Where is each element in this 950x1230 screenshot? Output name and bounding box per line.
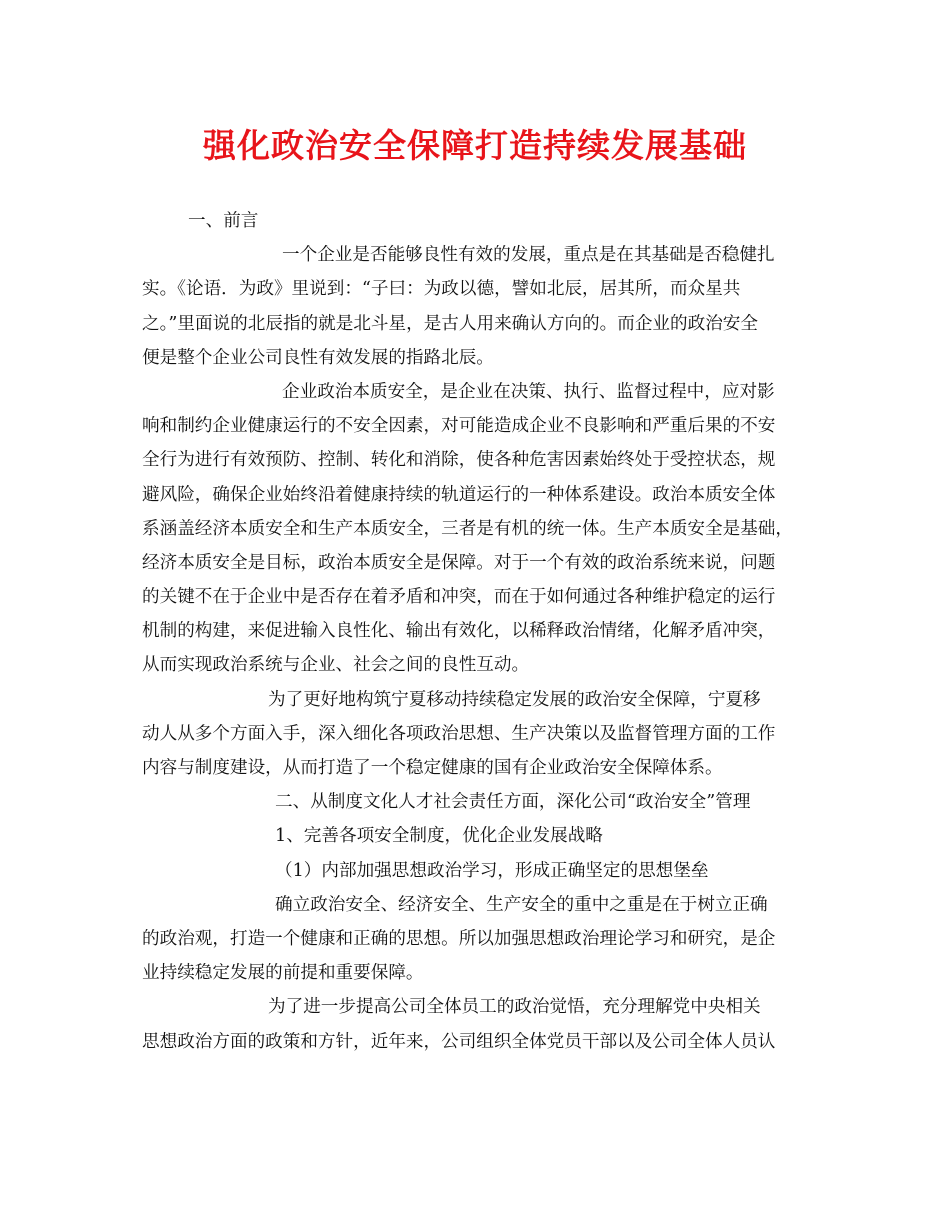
text-line: 二、从制度文化人才社会责任方面，深化公司“政治安全”管理 (275, 792, 751, 813)
text-line: 实。《论语．为政》里说到：“子曰：为政以德，譬如北辰，居其所，而众星共 (142, 279, 741, 300)
document-title: 强化政治安全保障打造持续发展基础 (203, 126, 747, 165)
text-line: 响和制约企业健康运行的不安全因素，对可能造成企业不良影响和严重后果的不安 (142, 416, 776, 437)
text-line: 便是整个企业公司良性有效发展的指路北辰。 (142, 347, 494, 368)
text-line: 一、前言 (188, 211, 259, 231)
text-line: 内容与制度建设，从而打造了一个稳定健康的国有企业政治安全保障体系。 (142, 758, 723, 778)
text-line: 之。”里面说的北辰指的就是北斗星，是古人用来确认方向的。而企业的政治安全 (142, 313, 758, 334)
text-line: 为了更好地构筑宁夏移动持续稳定发展的政治安全保障，宁夏移 (268, 689, 761, 710)
text-line: 从而实现政治系统与企业、社会之间的良性互动。 (142, 655, 530, 676)
text-line: 动人从多个方面入手，深入细化各项政治思想、生产决策以及监督管理方面的工作 (142, 723, 776, 744)
text-line: 的政治观，打造一个健康和正确的思想。所以加强思想政治理论学习和研究，是企 (142, 928, 776, 949)
text-line: 避风险，确保企业始终沿着健康持续的轨道运行的一种体系建设。政治本质安全体 (142, 484, 776, 505)
document-body (142, 204, 810, 1059)
text-line: 1、完善各项安全制度，优化企业发展战略 (275, 826, 603, 847)
text-line: 确立政治安全、经济安全、生产安全的重中之重是在于树立正确 (275, 894, 768, 915)
text-line: 经济本质安全是目标，政治本质安全是保障。对于一个有效的政治系统来说，问题 (142, 552, 776, 573)
text-line: 思想政治方面的政策和方针，近年来，公司组织全体党员干部以及公司全体人员认 (142, 1031, 776, 1052)
text-line: 全行为进行有效预防、控制、转化和消除，使各种危害因素始终处于受控状态，规 (142, 450, 776, 471)
text-line: 系涵盖经济本质安全和生产本质安全，三者是有机的统一体。生产本质安全是基础， (142, 518, 793, 539)
text-line: 企业政治本质安全，是企业在决策、执行、监督过程中，应对影 (282, 381, 775, 402)
text-line: （1）内部加强思想政治学习，形成正确坚定的思想堡垒 (275, 860, 709, 881)
text-line: 业持续稳定发展的前提和重要保障。 (142, 963, 424, 984)
text-line: 一个企业是否能够良性有效的发展，重点是在其基础是否稳健扎 (282, 245, 775, 266)
text-line: 的关键不在于企业中是否存在着矛盾和冲突，而在于如何通过各种维护稳定的运行 (142, 587, 776, 608)
text-line: 为了进一步提高公司全体员工的政治觉悟，充分理解党中央相关 (268, 997, 761, 1018)
text-line: 机制的构建，来促进输入良性化、输出有效化，以稀释政治情绪，化解矛盾冲突， (142, 621, 776, 642)
